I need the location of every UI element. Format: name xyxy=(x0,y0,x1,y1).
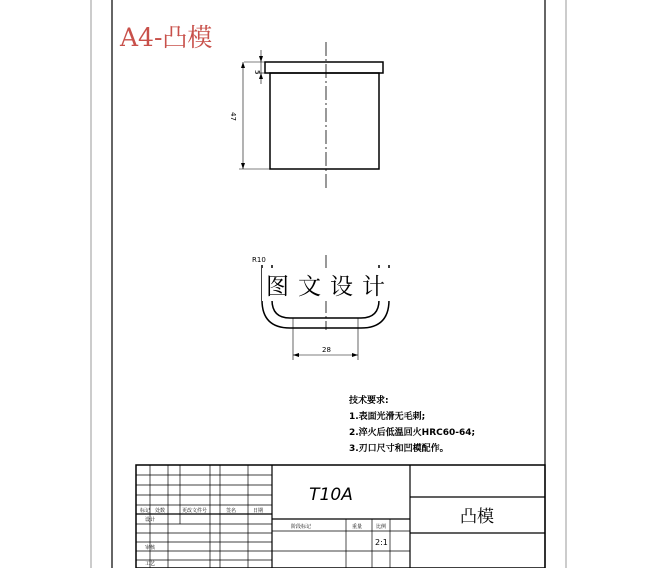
tb-signature-label: 签名 xyxy=(226,508,237,514)
tb-material: T10A xyxy=(309,485,353,505)
tb-count-label: 处数 xyxy=(155,508,166,514)
tb-mark-label: 标记 xyxy=(140,508,151,514)
tb-scale-label: 比例 xyxy=(376,524,387,530)
watermark-text: 图文设计 xyxy=(262,268,398,301)
technical-notes xyxy=(349,393,475,457)
note-item: 3.刃口尺寸和凹模配作。 xyxy=(349,444,449,454)
note-item: 1.表面光滑无毛刺; xyxy=(349,412,426,422)
tb-date-label: 日期 xyxy=(253,508,264,514)
tb-change-doc-label: 更改文件号 xyxy=(182,508,208,514)
dim-total-height: 47 xyxy=(229,112,237,121)
body-outline xyxy=(270,73,379,169)
flange-outline xyxy=(265,62,383,73)
tb-designer-label: 设计 xyxy=(145,517,156,523)
tb-weight-label: 重量 xyxy=(352,524,363,530)
dim-flange-height: 5 xyxy=(253,70,261,75)
note-item: 2.淬火后低温回火HRC60-64; xyxy=(349,428,476,438)
notes-heading: 技术要求: xyxy=(349,396,389,406)
front-view xyxy=(229,42,383,190)
dim-corner-radius: R10 xyxy=(252,256,266,264)
tb-stage-mark-label: 阶段标记 xyxy=(291,524,312,530)
tb-part-name: 凸模 xyxy=(460,507,494,527)
dim-bottom-width: 28 xyxy=(322,346,331,354)
tb-checker-label: 审核 xyxy=(145,545,156,551)
tb-process-label: 工艺 xyxy=(145,561,156,567)
title-tag: A4-凸模 xyxy=(120,23,213,52)
tb-scale-value: 2:1 xyxy=(375,538,388,547)
